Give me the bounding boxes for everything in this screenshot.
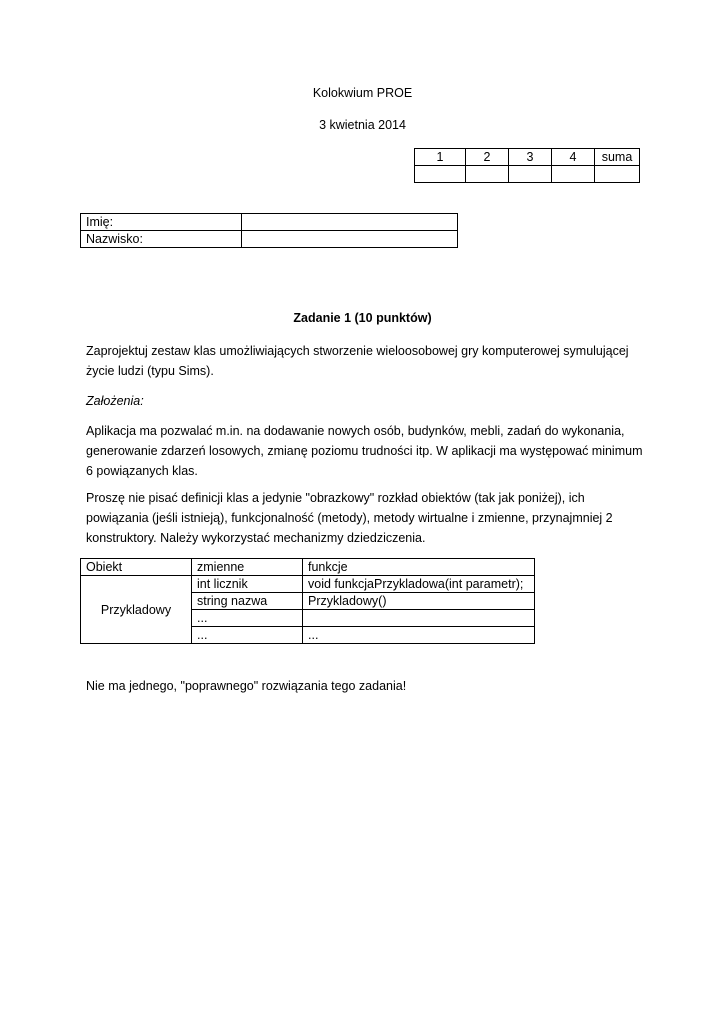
example-var-3: ... xyxy=(192,610,303,627)
task-description: Zaprojektuj zestaw klas umożliwiających stworzenie wieloosobowej gry komputerowej symulującej życie ludzi (typu Sims). xyxy=(86,344,629,378)
first-name-field[interactable] xyxy=(242,214,458,231)
score-table xyxy=(414,148,640,183)
score-header-sum: suma xyxy=(595,149,640,166)
document-date: 3 kwietnia 2014 xyxy=(319,118,406,132)
assumptions-label: Założenia: xyxy=(86,394,144,408)
score-cell-1[interactable] xyxy=(415,166,466,183)
last-name-label: Nazwisko: xyxy=(81,231,242,248)
example-func-3 xyxy=(303,610,535,627)
example-func-2: Przykladowy() xyxy=(303,593,535,610)
name-table xyxy=(80,213,458,248)
example-table xyxy=(80,558,535,644)
example-var-4: ... xyxy=(192,627,303,644)
score-header-3: 3 xyxy=(509,149,552,166)
example-header-vars: zmienne xyxy=(192,559,303,576)
score-cell-3[interactable] xyxy=(509,166,552,183)
example-header-funcs: funkcje xyxy=(303,559,535,576)
footer-note: Nie ma jednego, "poprawnego" rozwiązania tego zadania! xyxy=(86,679,407,693)
score-cell-2[interactable] xyxy=(466,166,509,183)
task-title: Zadanie 1 (10 punktów) xyxy=(293,311,432,325)
instructions-text: Proszę nie pisać definicji klas a jedynie "obrazkowy" rozkład obiektów (tak jak poniżej), ich powiązania (jeśli istnieją), funkcjonalność (metody), metody wirtualne i zmienne, przynajmniej 2 konstruktory. Należy wykorzystać mechanizmy dziedziczenia. xyxy=(86,491,613,545)
example-object-name: Przykladowy xyxy=(81,576,192,644)
example-func-4: ... xyxy=(303,627,535,644)
score-cell-sum[interactable] xyxy=(595,166,640,183)
assumptions-text: Aplikacja ma pozwalać m.in. na dodawanie nowych osób, budynków, mebli, zadań do wykonania, generowanie zdarzeń losowych, zmianę poziomu trudności itp. W aplikacji ma występować minimum 6 powiązanych klas. xyxy=(86,424,643,478)
document-title: Kolokwium PROE xyxy=(312,86,413,100)
score-cell-4[interactable] xyxy=(552,166,595,183)
score-header-1: 1 xyxy=(415,149,466,166)
last-name-field[interactable] xyxy=(242,231,458,248)
example-var-2: string nazwa xyxy=(192,593,303,610)
example-header-object: Obiekt xyxy=(81,559,192,576)
example-func-1: void funkcjaPrzykladowa(int parametr); xyxy=(303,576,535,593)
first-name-label: Imię: xyxy=(81,214,242,231)
example-var-1: int licznik xyxy=(192,576,303,593)
score-header-2: 2 xyxy=(466,149,509,166)
score-header-4: 4 xyxy=(552,149,595,166)
